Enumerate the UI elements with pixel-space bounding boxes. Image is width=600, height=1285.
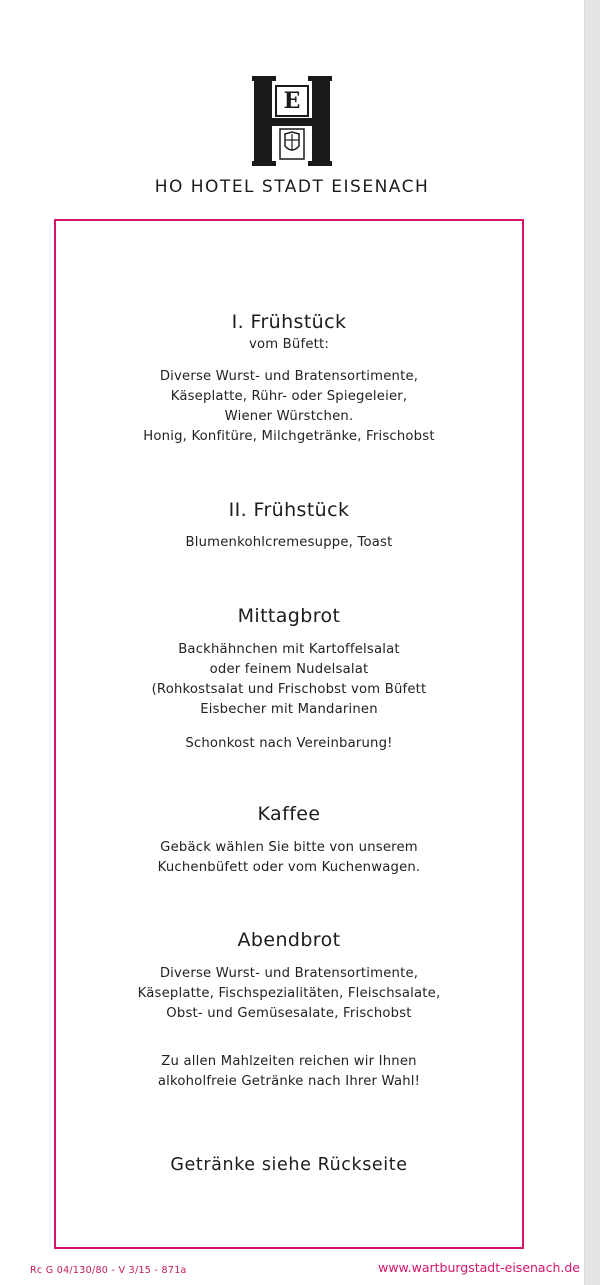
menu-frame bbox=[54, 219, 524, 1249]
section-title: Mittagbrot bbox=[237, 605, 341, 627]
menu-line: Diverse Wurst- und Bratensortimente, bbox=[159, 369, 419, 384]
section-coffee bbox=[56, 803, 522, 878]
menu-line: Obst- und Gemüsesalate, Frischobst bbox=[166, 1006, 412, 1021]
logo-letter: E bbox=[283, 88, 301, 114]
menu-line: Backhähnchen mit Kartoffelsalat bbox=[178, 642, 400, 657]
menu-line: Wiener Würstchen. bbox=[224, 409, 354, 424]
section-title: I. Frühstück bbox=[231, 311, 347, 333]
section-lunch bbox=[56, 605, 522, 754]
hotel-name: HO HOTEL STADT EISENACH bbox=[154, 177, 430, 197]
menu-line: Diverse Wurst- und Bratensortimente, bbox=[159, 966, 419, 981]
menu-line: Gebäck wählen Sie bitte von unserem bbox=[160, 840, 418, 855]
menu-line: Kuchenbüfett oder vom Kuchenwagen. bbox=[157, 860, 421, 875]
menu-note: alkoholfreie Getränke nach Ihrer Wahl! bbox=[157, 1074, 421, 1089]
menu-note: Schonkost nach Vereinbarung! bbox=[185, 736, 393, 751]
watermark-link: www.wartburgstadt-eisenach.de bbox=[378, 1260, 580, 1275]
menu-line: Honig, Konfitüre, Milchgetränke, Frischobst bbox=[143, 429, 435, 444]
section-title: II. Frühstück bbox=[228, 499, 350, 521]
section-title: Kaffee bbox=[257, 803, 321, 825]
hotel-logo-area bbox=[0, 74, 584, 172]
drinks-reference: Getränke siehe Rückseite bbox=[170, 1155, 408, 1175]
hotel-logo bbox=[252, 74, 332, 168]
section-breakfast-1 bbox=[56, 311, 522, 447]
menu-line: Käseplatte, Fischspezialitäten, Fleischsalate, bbox=[137, 986, 441, 1001]
menu-note: Zu allen Mahlzeiten reichen wir Ihnen bbox=[161, 1054, 417, 1069]
menu-line: oder feinem Nudelsalat bbox=[209, 662, 369, 677]
section-footer bbox=[56, 1155, 522, 1175]
print-code: Rc G 04/130/80 - V 3/15 - 871a bbox=[30, 1265, 187, 1276]
section-title: Abendbrot bbox=[237, 929, 341, 951]
menu-line: (Rohkostsalat und Frischobst vom Büfett bbox=[151, 682, 427, 697]
section-dinner bbox=[56, 929, 522, 1092]
section-subtitle: vom Büfett: bbox=[248, 337, 330, 352]
section-breakfast-2 bbox=[56, 499, 522, 553]
menu-line: Eisbecher mit Mandarinen bbox=[200, 702, 378, 717]
menu-line: Blumenkohlcremesuppe, Toast bbox=[185, 535, 393, 550]
menu-line: Käseplatte, Rühr- oder Spiegeleier, bbox=[170, 389, 408, 404]
